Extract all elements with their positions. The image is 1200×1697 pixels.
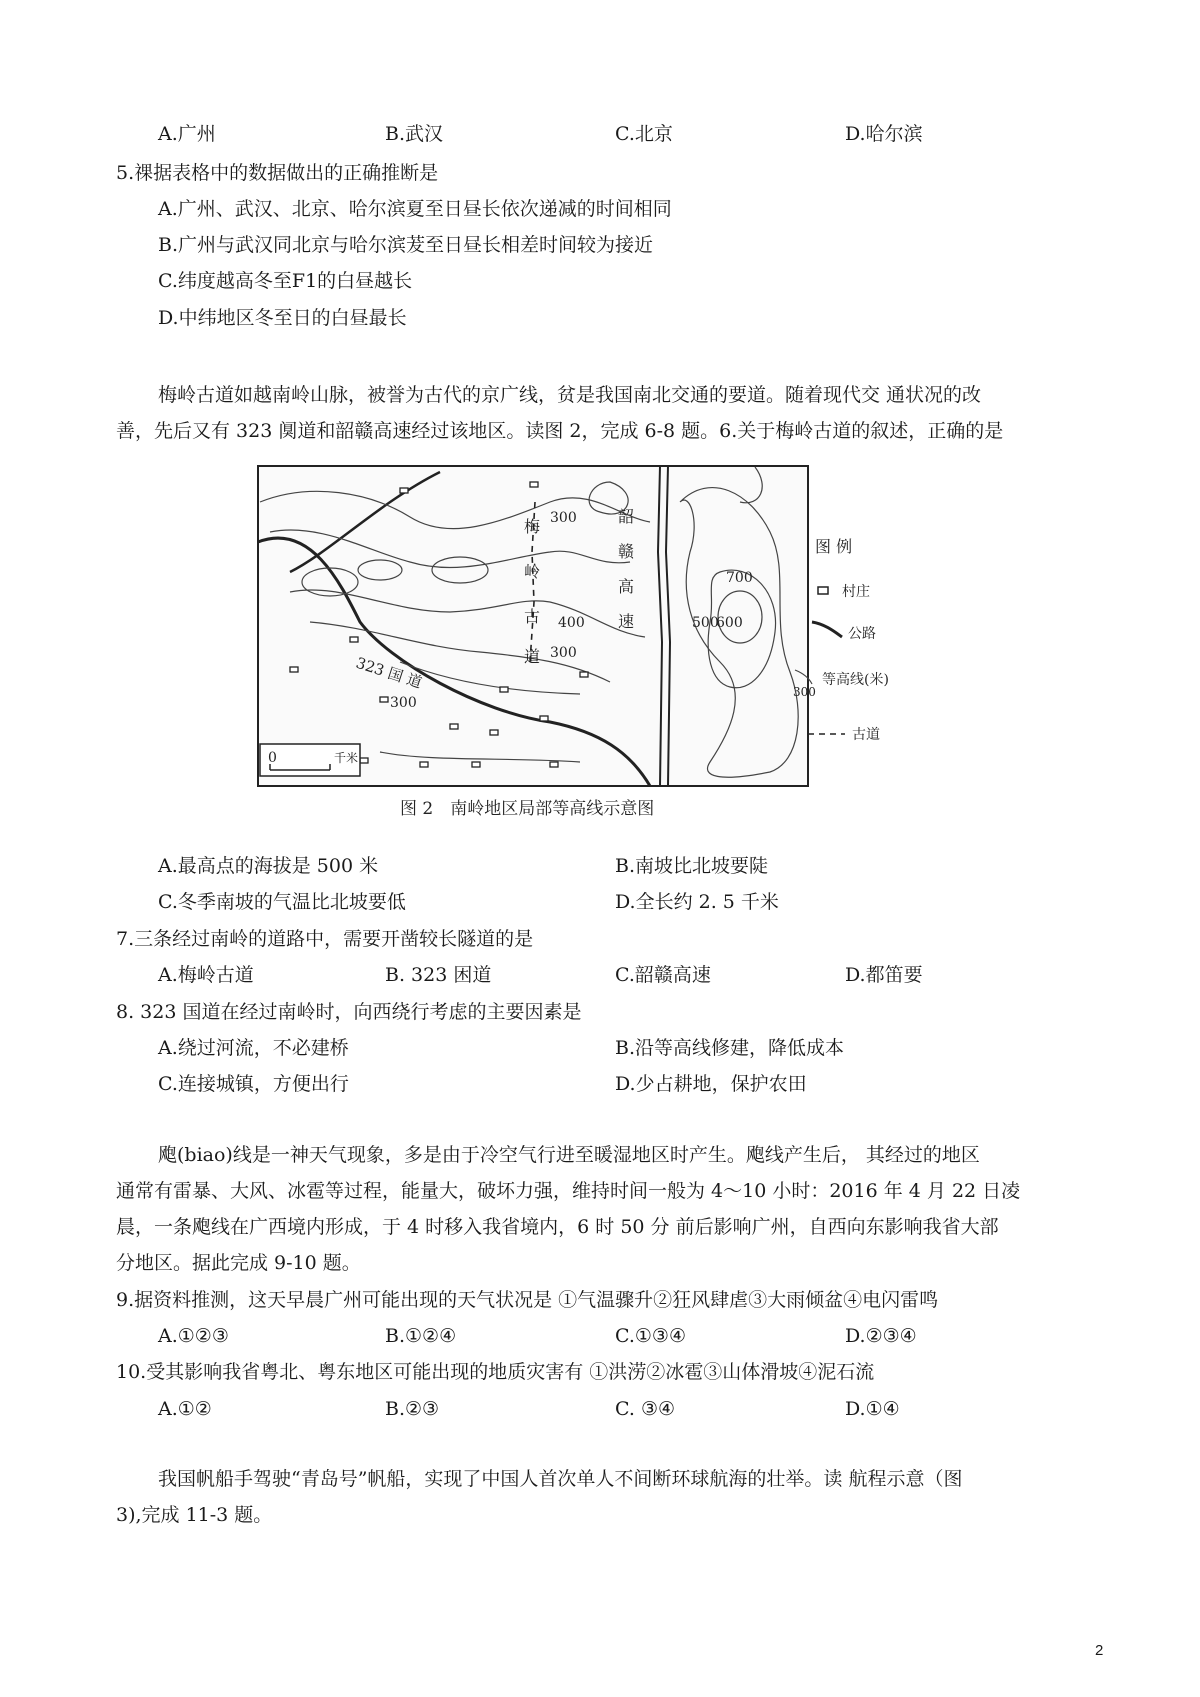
meiling-label-3: 古 <box>524 607 541 626</box>
contour-label: 300 <box>550 510 577 526</box>
q5-option-d: D.中纬地区冬至日的白昼最长 <box>158 307 407 329</box>
q4-option-d: D.哈尔滨 <box>845 123 923 145</box>
q5-option-b: B.广州与武汉同北京与哈尔滨茇至日昼长相差时间较为接近 <box>158 234 654 256</box>
legend-road: 公路 <box>848 626 876 642</box>
passage1-line1: 梅岭古道如越南岭山脉，被誉为古代的京广线，贫是我国南北交通的要道。随着现代交 通状况的改 <box>158 384 982 406</box>
contour-label: 300 <box>390 695 417 711</box>
q4-option-a: A.广州 <box>158 123 216 145</box>
q7-option-c: C.韶赣高速 <box>615 964 711 986</box>
q6-option-b: B.南坡比北坡要陡 <box>615 855 769 877</box>
q8-option-c: C.连接城镇，方便出行 <box>158 1073 349 1095</box>
q4-option-c: C.北京 <box>615 123 673 145</box>
q8-option-d: D.少占耕地，保护农田 <box>615 1073 807 1095</box>
contour-label: 500 <box>692 615 719 631</box>
q4-option-b: B.武汉 <box>385 123 444 145</box>
figure-contour-map <box>250 462 910 822</box>
figure-caption: 图 2 南岭地区局部等高线示意图 <box>400 799 655 819</box>
q7-option-d: D.都笛要 <box>845 964 923 986</box>
legend-contour-value: 300 <box>793 685 816 699</box>
q9-option-a: A.①②③ <box>158 1325 229 1347</box>
q10-option-d: D.①④ <box>845 1398 900 1420</box>
q6-option-d: D.全长约 2. 5 千米 <box>615 891 779 913</box>
q8-option-a: A.绕过河流，不必建桥 <box>158 1037 349 1059</box>
passage2-line4: 分地区。据此完成 9-10 题。 <box>116 1252 361 1274</box>
q9-option-c: C.①③④ <box>615 1325 686 1347</box>
q10-option-a: A.①② <box>158 1398 212 1420</box>
legend-village: 村庄 <box>842 584 870 600</box>
passage3-line1: 我国帆船手驾驶“青岛号”帆船，实现了中国人首次单人不间断环球航海的壮举。读 航程示意（图 <box>158 1468 963 1490</box>
passage2-line2: 通常有雷暴、大风、冰雹等过程，能量大，破坏力强，维持时间一般为 4～10 小时：2016 年 4 月 22 日凌 <box>116 1180 1021 1202</box>
highway-label-3: 高 <box>618 577 635 596</box>
scale-zero: 0 <box>268 750 277 766</box>
contour-label: 300 <box>550 645 577 661</box>
q7-stem: 7.三条经过南岭的道路中，需要开凿较长隧道的是 <box>116 928 534 950</box>
q6-option-c: C.冬季南坡的气温比北坡要低 <box>158 891 406 913</box>
legend-village-symbol <box>818 587 828 594</box>
passage2-line1: 飑(biao)线是一神天气现象，多是由于冷空气行进至暖湿地区时产生。飑线产生后， 其经过的地区 <box>158 1144 980 1166</box>
highway-label-4: 速 <box>618 612 635 631</box>
legend-contour: 等高线(米) <box>822 672 889 688</box>
q7-option-a: A.梅岭古道 <box>158 964 254 986</box>
passage2-line3: 晨，一条飑线在广西境内形成，于 4 时移入我省境内，6 时 50 分 前后影响广州，自西向东影响我省大部 <box>116 1216 999 1238</box>
legend-road-symbol <box>812 622 842 637</box>
contour-label: 400 <box>558 615 585 631</box>
page-number: 2 <box>1095 1642 1104 1659</box>
q8-option-b: B.沿等高线修建，降低成本 <box>615 1037 845 1059</box>
contour-label: 700 <box>726 570 753 586</box>
highway-label-1: 韶 <box>618 507 635 526</box>
q5-stem: 5.祼据表格中的数据做出的正确推断是 <box>116 162 439 184</box>
q8-stem: 8. 323 国道在经过南岭时，向西绕行考虑的主要因素是 <box>116 1001 582 1023</box>
legend-title: 图 例 <box>815 537 853 556</box>
q6-option-a: A.最高点的海拔是 500 米 <box>158 855 379 877</box>
passage1-line2: 善，先后又有 323 阒道和韶赣高速经过该地区。读图 2，完成 6-8 题。6.关于梅岭古道的叙述，正确的是 <box>116 420 1004 442</box>
q5-option-a: A.广州、武汉、北京、哈尔滨夏至日昼长依次递减的时间相同 <box>158 198 672 220</box>
scale-unit: 千米 <box>334 751 359 765</box>
meiling-label-4: 道 <box>524 647 541 666</box>
road-323-label: 323 国 道 <box>353 653 425 692</box>
contour-label: 600 <box>716 615 743 631</box>
legend-ancient: 古道 <box>852 727 880 743</box>
q10-option-b: B.②③ <box>385 1398 440 1420</box>
q10-option-c: C. ③④ <box>615 1398 676 1420</box>
q9-option-d: D.②③④ <box>845 1325 917 1347</box>
meiling-label-1: 梅 <box>524 517 541 536</box>
passage3-line2: 3),完成 11-3 题。 <box>116 1504 273 1526</box>
meiling-label-2: 岭 <box>524 562 541 581</box>
q10-stem: 10.受其影响我省粤北、粤东地区可能出现的地质灾害有 ①洪涝②冰雹③山体滑坡④泥石流 <box>116 1361 875 1383</box>
q9-stem: 9.据资料推测，这天早晨广州可能出现的天气状况是 ①气温骤升②狂风肆虐③大雨倾盆④电闪雷鸣 <box>116 1289 939 1311</box>
q7-option-b: B. 323 困道 <box>385 964 492 986</box>
highway-label-2: 赣 <box>618 542 635 561</box>
q5-option-c: C.纬度越高冬至F1的白昼越长 <box>158 270 413 292</box>
q9-option-b: B.①②④ <box>385 1325 457 1347</box>
